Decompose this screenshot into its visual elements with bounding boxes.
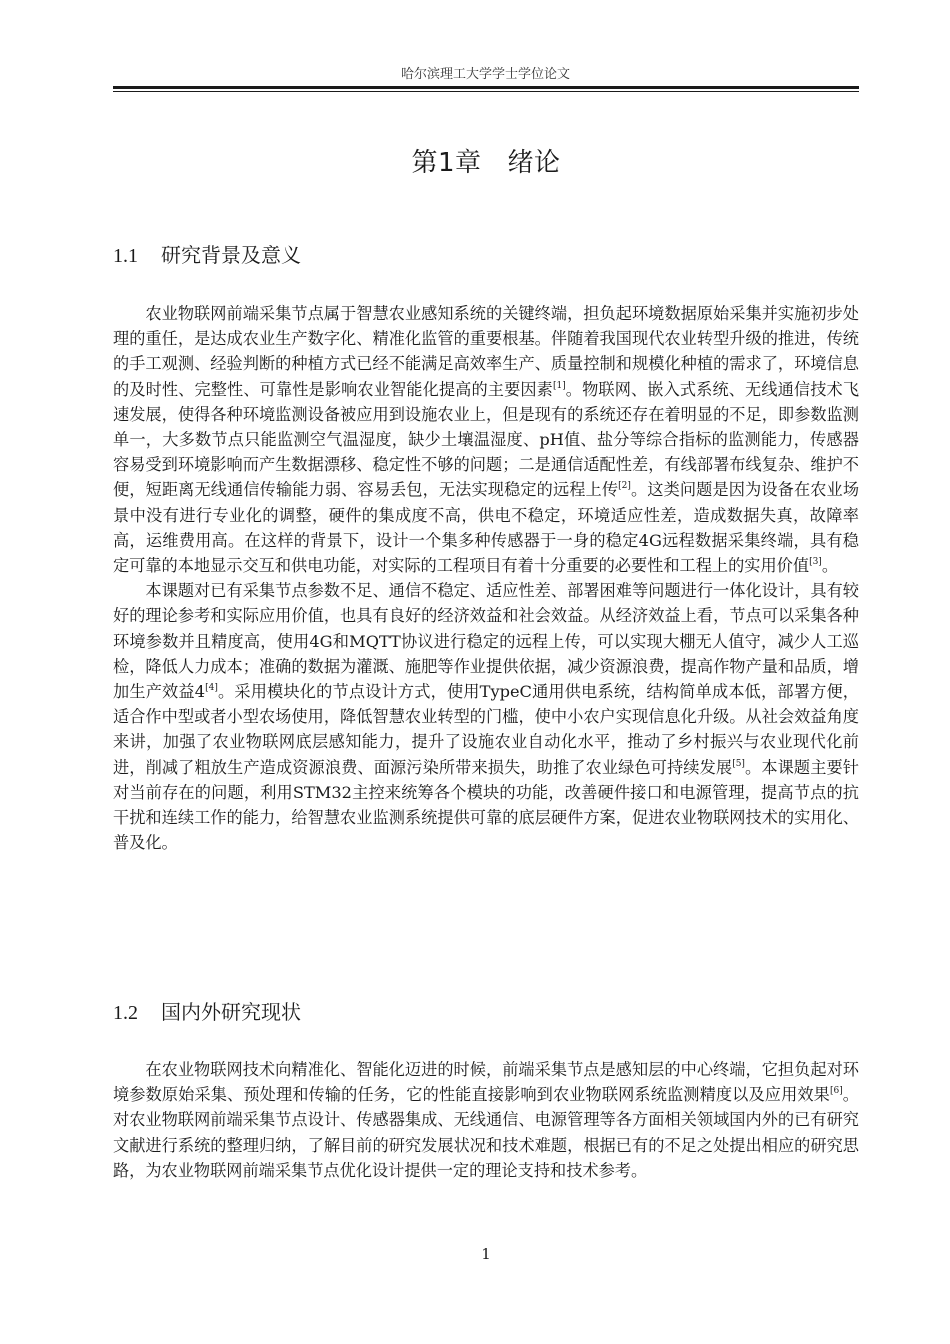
header-rule <box>113 86 859 89</box>
page-number: 1 <box>481 1245 491 1263</box>
citation-ref: [2] <box>618 481 631 492</box>
header-rule-thin <box>113 91 859 92</box>
chapter-number: 第1章 <box>411 148 482 178</box>
section-heading <box>113 239 301 268</box>
paragraph-text: 。物联网、嵌入式系统、无线通信技术飞速发展，使得各种环境监测设备被应用到设施农业上，但是现有的系统还存在着明显的不足，即参数监测单一，大多数节点只能监测空气温湿度，缺少土壤温湿度、pH值、盐分等综合指标的监测能力，传感器容易受到环境影响而产生数据漂移、稳定性不够的问题；二是通信适配性差，有线部署布线复杂、维护不便，短距离无线通信传输能力弱、容易丢包，无法实现稳定的远程上传 <box>113 379 860 500</box>
paragraph-text: 。 <box>821 556 838 576</box>
section-number: 1.1 <box>113 245 138 267</box>
citation-ref: [4] <box>205 683 218 694</box>
section-body <box>113 301 859 855</box>
citation-ref: [3] <box>809 557 822 568</box>
chapter-name: 绪论 <box>507 148 561 178</box>
paragraph-text: 。采用模块化的节点设计方式，使用TypeC通用供电系统，结构简单成本低，部署方便，适合作中型或者小型农场使用，降低智慧农业转型的门槛，使中小农户实现信息化升级。从社会效益角度来讲，加强了农业物联网底层感知能力，提升了设施农业自动化水平，推动了乡村振兴与农业现代化前进，削减了粗放生产造成资源浪费、面源污染所带来损失，助推了农业绿色可持续发展 <box>113 682 859 777</box>
paragraph-text: 。这类问题是因为设备在农业场景中没有进行专业化的调整，硬件的集成度不高，供电不稳定，环境适应性差，造成数据失真，故障率高，运维费用高。在这样的背景下，设计一个集多种传感器于一身的稳定4G远程数据采集终端，具有稳定可靠的本地显示交互和供电功能，对实际的工程项目有着十分重要的必要性和工程上的实用价值 <box>113 480 860 576</box>
running-header: 哈尔滨理工大学学士学位论文 <box>400 67 570 82</box>
paragraph <box>113 1057 859 1183</box>
chapter-title <box>113 142 859 179</box>
paragraph-text: 农业物联网前端采集节点属于智慧农业感知系统的关键终端，担负起环境数据原始采集并实施初步处理的重任，是达成农业生产数字化、精准化监管的重要根基。伴随着我国现代农业转型升级的推进，传统的手工观测、经验判断的种植方式已经不能满足高效率生产、质量控制和规模化种植的需求了，环境信息的及时性、完整性、可靠性是影响农业智能化提高的主要因素 <box>113 304 859 399</box>
paragraph-text: 在农业物联网技术向精准化、智能化迈进的时候，前端采集节点是感知层的中心终端，它担负起对环境参数原始采集、预处理和传输的任务，它的性能直接影响到农业物联网系统监测精度以及应用效果 <box>113 1060 859 1105</box>
section-heading <box>113 996 301 1025</box>
citation-ref: [5] <box>732 758 745 769</box>
paragraph-text: 本课题对已有采集节点参数不足、通信不稳定、适应性差、部署困难等问题进行一体化设计，具有较好的理论参考和实际应用价值，也具有良好的经济效益和社会效益。从经济效益上看，节点可以采集各种环境参数并且精度高，使用4G和MQTT协议进行稳定的远程上传，可以实现大棚无人值守，减少人工巡检，降低人力成本；准确的数据为灌溉、施肥等作业提供依据，减少资源浪费，提高作物产量和品质，增加生产效益4 <box>113 581 859 702</box>
paragraph-text: 。对农业物联网前端采集节点设计、传感器集成、无线通信、电源管理等各方面相关领域国内外的已有研究文献进行系统的整理归纳，了解目前的研究发展状况和技术难题，根据已有的不足之处提出相应的研究思路，为农业物联网前端采集节点优化设计提供一定的理论支持和技术参考。 <box>113 1085 859 1180</box>
citation-ref: [6] <box>829 1086 843 1097</box>
paragraph <box>113 301 859 578</box>
paragraph-text: 。本课题主要针对当前存在的问题，利用STM32主控来统筹各个模块的功能，改善硬件接口和电源管理，提高节点的抗干扰和连续工作的能力，给智慧农业监测系统提供可靠的底层硬件方案，促进农业物联网技术的实用化、普及化。 <box>113 757 859 853</box>
section-title: 研究背景及意义 <box>161 243 301 267</box>
section-title: 国内外研究现状 <box>161 1000 301 1024</box>
paragraph <box>113 578 859 855</box>
citation-ref: [1] <box>552 380 566 391</box>
section-body <box>113 1057 859 1183</box>
section-number: 1.2 <box>113 1002 138 1024</box>
